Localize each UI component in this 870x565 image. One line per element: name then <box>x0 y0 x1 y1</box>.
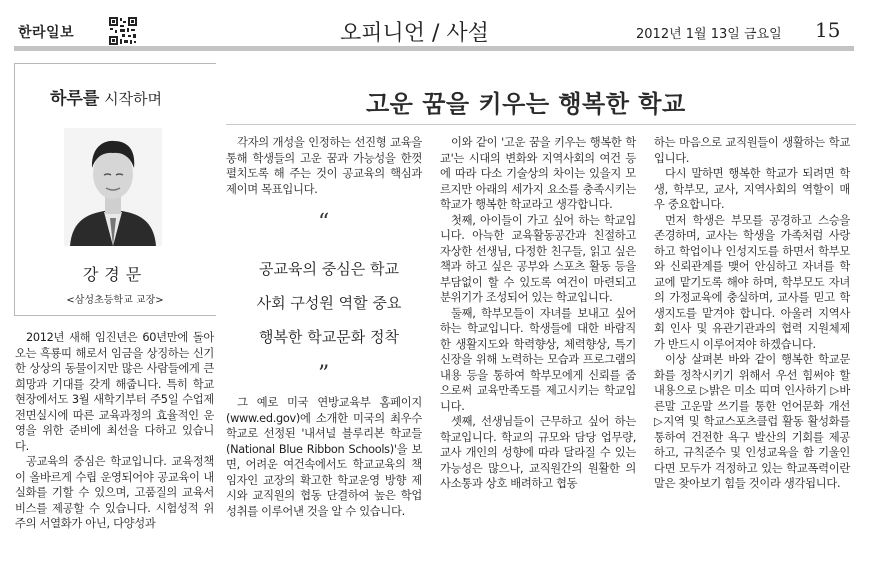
pull-quote-line: 행복한 학교문화 정착 <box>259 328 399 346</box>
body-column-4 <box>654 135 850 492</box>
author-role: <삼성초등학교 교장> <box>66 295 164 306</box>
qr-code-icon <box>108 16 138 46</box>
paragraph: 그 예로 미국 연방교육부 홈페이지(www.ed.gov)에 소개한 미국의 최우수학교로 선정된 '내셔널 블루리본 학교들(National Blue Ribbon Schools)'을 보면, 어려운 여건속에서도 학교교육의 책임자인 교장의 확고한 학교운영 방향 제시와 교직원의 협동 단결하여 높은 학업성취를 이루어낸 것을 알 수 있습니다. <box>226 396 422 518</box>
column-series-title <box>50 84 162 109</box>
series-title-bold: 하루를 <box>50 89 100 109</box>
paragraph: 2012년 새해 임진년은 60년만에 돌아오는 흑룡띠 해로서 임금을 상징하는 신기한 상상의 동물이지만 많은 사람들에게 큰 희망과 기대를 갖게 해줍니다. 특히 학교현장에서도 3월 새학기부터 주5일 수업제 전면실시에 따른 교육과정의 효율적인 운영을 위한 준비에 최선을 다하고 있습니다. <box>15 331 214 453</box>
pull-quote-line: 사회 구성원 역할 중요 <box>256 294 402 312</box>
paragraph: 셋째, 선생님들이 근무하고 싶어 하는 학교입니다. 학교의 규모와 담당 업무량, 교사 개인의 성향에 따라 달라질 수 있는 가능성은 많으나, 교직원간의 원활한 의사소통과 상호 배려하고 협동 <box>440 415 636 490</box>
paragraph: 이와 같이 '고운 꿈을 키우는 행복한 학교'는 시대의 변화와 지역사회의 여건 등에 따라 다소 기술상의 차이는 있을지 모르지만 아래의 세가지 요소를 충족시키는 학교가 행복한 학교라고 생각합니다. <box>440 136 636 211</box>
header-rule <box>14 46 854 51</box>
paragraph: 첫째, 아이들이 가고 싶어 하는 학교입니다. 아늑한 교육활동공간과 친절하고 자상한 선생님, 다정한 친구들, 읽고 싶은 책과 하고 싶은 공부와 스포츠 활동 등을 부담없이 할 수 있도록 여건이 마련되고 분위기가 조성되어 있는 학교입니다. <box>440 213 636 304</box>
paragraph: 공교육의 중심은 학교입니다. 교육정책이 올바르게 수립 운영되어야 공교육이 내실화를 기할 수 있으며, 고품질의 교육서비스를 제공할 수 있습니다. 시험성적 위주의 서열화가 아닌, 다양성과 <box>15 455 214 530</box>
masthead: 한라일보 <box>18 25 75 41</box>
body-column-1 <box>15 330 214 532</box>
pull-quote-close-mark: ” <box>318 362 330 387</box>
author-name: 강경문 <box>82 265 148 284</box>
paragraph: 먼저 학생은 부모를 공경하고 스승을 존경하며, 교사는 학생을 가족처럼 사랑하고 학업이나 인성지도를 하면서 학부모와 신뢰관계를 맺어 안심하고 자녀를 학교에 맡기도록 해야 하며, 학부모도 자녀의 가정교육에 충실하며, 교사를 믿고 학생지도를 맡겨야 합니다. 아울러 지역사회 인사 및 유관기관과의 협력 지원체제가 반드시 이루어져야 하겠습니다. <box>654 213 850 351</box>
issue-date: 2012년 1월 13일 금요일 <box>636 27 782 42</box>
article-headline: 고운 꿈을 키우는 행복한 학교 <box>366 90 686 118</box>
series-title-rest: 시작하며 <box>104 90 163 108</box>
headline-rule <box>226 124 856 125</box>
pull-quote-line: 공교육의 중심은 학교 <box>259 260 399 278</box>
body-column-2-top <box>226 135 422 197</box>
paragraph: 둘째, 학부모들이 자녀를 보내고 싶어 하는 학교입니다. 학생들에 대한 바람직한 생활지도와 학력향상, 체력향상, 특기신장을 위해 노력하는 모습과 프로그램의 내용 등을 통하여 학부모에게 신뢰를 줌으로써 교육만족도를 제고시키는 학교입니다. <box>440 306 636 413</box>
body-column-3 <box>440 135 636 492</box>
pull-quote-open-mark: “ <box>318 210 330 235</box>
body-column-2-bottom <box>226 395 422 519</box>
paragraph: 하는 마음으로 교직원들이 생활하는 학교입니다. <box>654 136 850 165</box>
author-photo <box>64 128 162 246</box>
section-title: 오피니언 / 사설 <box>340 21 489 46</box>
page-number: 15 <box>815 18 841 42</box>
paragraph: 다시 말하면 행복한 학교가 되려면 학생, 학부모, 교사, 지역사회의 역할이 매우 중요합니다. <box>654 167 850 211</box>
paragraph: 이상 살펴본 바와 같이 행복한 학교문화를 정착시키기 위해서 우선 힘써야 할 내용으로 ▷밝은 미소 띠며 인사하기 ▷바른말 고운말 쓰기를 통한 언어문화 개선 ▷지역 및 학교스포츠클럽 활동 활성화를 통하여 건전한 욕구 발산의 기회를 제공하고, 규칙준수 및 인성교육을 함 기울인다면 모두가 걱정하고 있는 학교폭력이란 말은 찾아보기 힘들 것이라 생각됩니다. <box>654 353 850 490</box>
paragraph: 각자의 개성을 인정하는 선진형 교육을 통해 학생들의 고운 꿈과 가능성을 한껏 펼치도록 해 주는 것이 공교육의 핵심과제이며 목표입니다. <box>226 136 422 196</box>
